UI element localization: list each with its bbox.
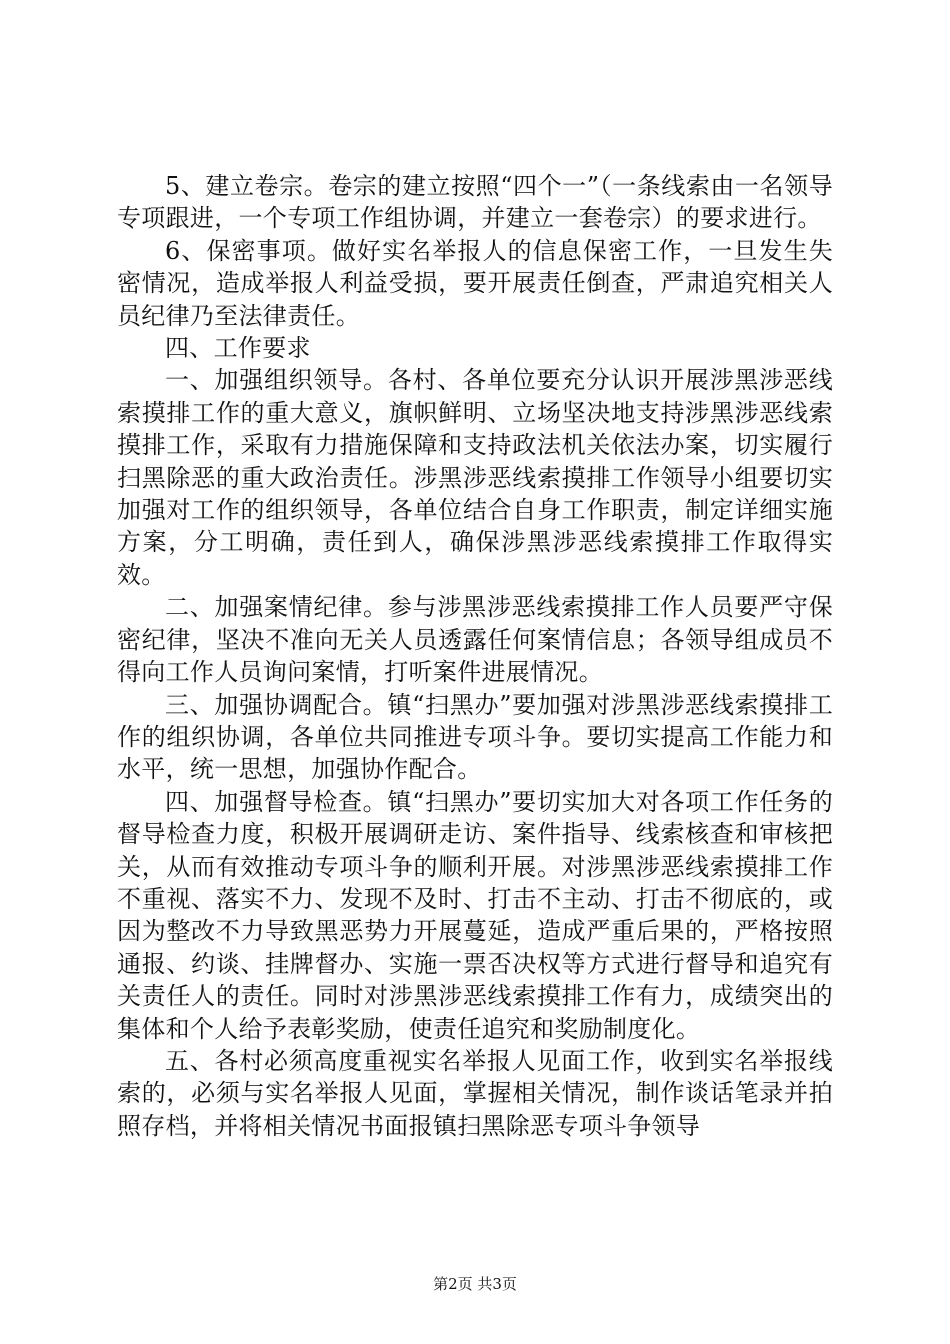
paragraph-6: 三、加强协调配合。镇“扫黑办”要加强对涉黑涉恶线索摸排工作的组织协调，各单位共同推进专项斗争。要切实提高工作能力和水平，统一思想，加强协作配合。 <box>117 690 833 784</box>
paragraph-7: 四、加强督导检查。镇“扫黑办”要切实加大对各项工作任务的督导检查力度，积极开展调研走访、案件指导、线索核查和审核把关，从而有效推动专项斗争的顺利开展。对涉黑涉恶线索摸排工作不重视、落实不力、发现不及时、打击不主动、打击不彻底的，或因为整改不力导致黑恶势力开展蔓延，造成严重后果的，严格按照通报、约谈、挂牌督办、实施一票否决权等方式进行督导和追究有关责任人的责任。同时对涉黑涉恶线索摸排工作有力，成绩突出的集体和个人给予表彰奖励，使责任追究和奖励制度化。 <box>117 787 833 1043</box>
paragraph-2: 6、保密事项。做好实名举报人的信息保密工作，一旦发生失密情况，造成举报人利益受损，要开展责任倒查，严肃追究相关人员纪律乃至法律责任。 <box>117 236 833 330</box>
paragraph-1: 5、建立卷宗。卷宗的建立按照“四个一”（一条线索由一名领导专项跟进，一个专项工作组协调，并建立一套卷宗）的要求进行。 <box>117 172 833 233</box>
document-body <box>117 170 833 1142</box>
page-footer: 第2页 共3页 <box>433 1275 517 1293</box>
paragraph-5: 二、加强案情纪律。参与涉黑涉恶线索摸排工作人员要严守保密纪律，坚决不准向无关人员透露任何案情信息；各领导组成员不得向工作人员询问案情，打听案件进展情况。 <box>117 593 833 687</box>
section-heading: 四、工作要求 <box>165 334 311 363</box>
paragraph-8: 五、各村必须高度重视实名举报人见面工作，收到实名举报线索的，必须与实名举报人见面，掌握相关情况，制作谈话笔录并拍照存档，并将相关情况书面报镇扫黑除恶专项斗争领导 <box>117 1046 833 1140</box>
paragraph-4: 一、加强组织领导。各村、各单位要充分认识开展涉黑涉恶线索摸排工作的重大意义，旗帜鲜明、立场坚决地支持涉黑涉恶线索摸排工作，采取有力措施保障和支持政法机关依法办案，切实履行扫黑除恶的重大政治责任。涉黑涉恶线索摸排工作领导小组要切实加强对工作的组织领导，各单位结合自身工作职责，制定详细实施方案，分工明确，责任到人，确保涉黑涉恶线索摸排工作取得实效。 <box>117 366 833 589</box>
